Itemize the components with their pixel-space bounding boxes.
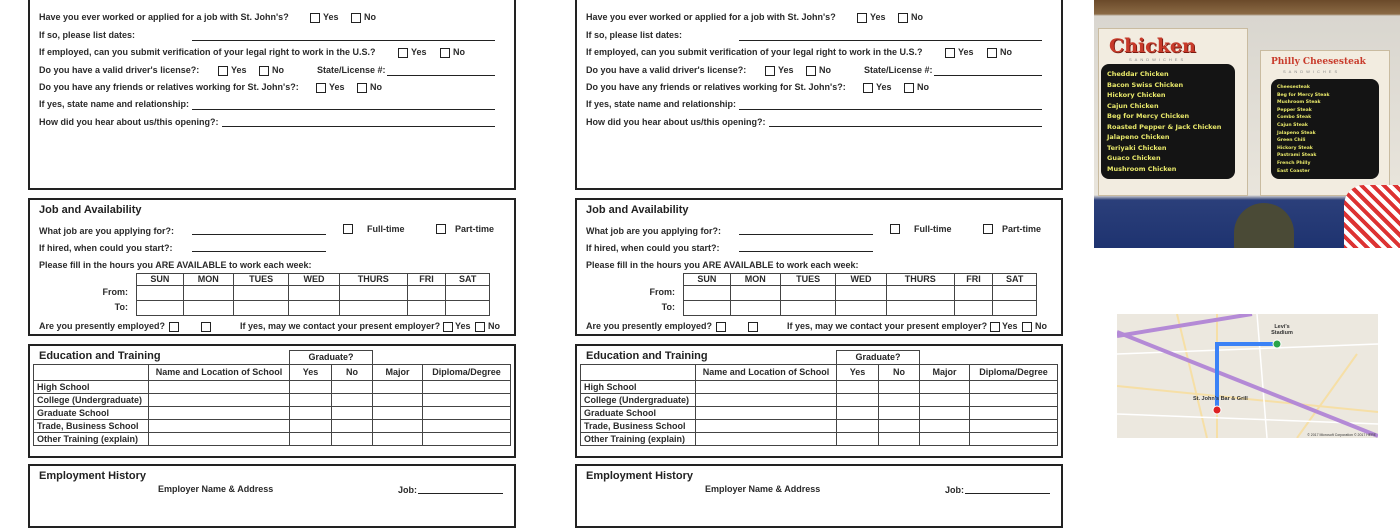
day-header-wed: WED	[289, 274, 339, 286]
education-cell[interactable]	[837, 433, 879, 446]
no-label: No	[819, 65, 831, 75]
friends-no-checkbox[interactable]	[357, 83, 367, 93]
education-row	[34, 407, 511, 420]
chicken-menu-list	[1101, 64, 1235, 179]
menu-item: Pastrami Steak	[1277, 153, 1317, 159]
from-tues-cell[interactable]	[233, 286, 289, 301]
education-table	[33, 364, 511, 446]
education-cell[interactable]	[920, 433, 970, 446]
education-cell[interactable]	[879, 433, 920, 446]
education-row	[581, 381, 1058, 394]
yes-label: Yes	[329, 82, 345, 92]
education-cell[interactable]	[696, 394, 837, 407]
yes-label: Yes	[455, 321, 471, 331]
education-cell[interactable]	[149, 433, 290, 446]
menu-item: Beg for Mercy Steak	[1277, 92, 1330, 98]
board-subtitle: SANDWICHES	[1283, 69, 1341, 74]
education-cell[interactable]	[696, 433, 837, 446]
job-label: Job:	[945, 485, 964, 495]
from-sun-cell[interactable]	[137, 286, 184, 301]
full-time-label: Full-time	[367, 224, 405, 234]
presently-employed-no-checkbox[interactable]	[201, 322, 211, 332]
name-relationship-label: If yes, state name and relationship:	[39, 99, 190, 109]
education-cell[interactable]	[970, 394, 1058, 407]
no-label: No	[364, 12, 376, 22]
education-cell[interactable]	[920, 420, 970, 433]
to-mon-cell[interactable]	[730, 301, 780, 316]
drivers-license-yes-checkbox[interactable]	[765, 66, 775, 76]
job-availability-section	[28, 198, 516, 336]
from-thurs-cell[interactable]	[339, 286, 407, 301]
education-cell[interactable]	[837, 381, 879, 394]
to-wed-cell[interactable]	[836, 301, 886, 316]
education-column-header: No	[879, 365, 920, 381]
presently-employed-yes-checkbox[interactable]	[716, 322, 726, 332]
education-cell[interactable]	[290, 433, 332, 446]
friends-relatives-label: Do you have any friends or relatives working for St. John's?:	[586, 82, 846, 92]
education-row-label: College (Undergraduate)	[34, 394, 149, 407]
employment-history-section	[28, 464, 516, 528]
menu-item: Cajun Steak	[1277, 123, 1308, 128]
yes-label: Yes	[778, 65, 794, 75]
education-row-label: Other Training (explain)	[581, 433, 696, 446]
education-column-header: Major	[920, 365, 970, 381]
no-label: No	[272, 65, 284, 75]
education-cell[interactable]	[373, 420, 423, 433]
education-row-label: Trade, Business School	[581, 420, 696, 433]
education-cell[interactable]	[332, 394, 373, 407]
from-wed-cell[interactable]	[289, 286, 339, 301]
employer-name-label: Employer Name & Address	[158, 484, 274, 494]
no-label: No	[911, 12, 923, 22]
menu-item: French Philly	[1277, 161, 1311, 166]
section-title: Employment History	[586, 470, 693, 482]
from-wed-cell[interactable]	[836, 286, 886, 301]
education-cell[interactable]	[920, 381, 970, 394]
education-row-label: Graduate School	[581, 407, 696, 420]
presently-employed-yes-checkbox[interactable]	[169, 322, 179, 332]
chicken-board-title: Chicken	[1109, 35, 1196, 57]
drivers-license-yes-checkbox[interactable]	[218, 66, 228, 76]
yes-label: Yes	[1002, 321, 1018, 331]
education-column-header	[34, 365, 149, 381]
education-cell[interactable]	[837, 407, 879, 420]
cheesesteak-menu-board	[1260, 50, 1390, 196]
to-tues-cell[interactable]	[233, 301, 289, 316]
no-label: No	[488, 321, 500, 331]
education-cell[interactable]	[290, 381, 332, 394]
education-column-header: Yes	[837, 365, 879, 381]
menu-item: Cajun Chicken	[1107, 101, 1159, 110]
section-title: Education and Training	[586, 350, 708, 362]
drivers-license-no-checkbox[interactable]	[259, 66, 269, 76]
education-cell[interactable]	[332, 433, 373, 446]
menu-board-photo	[1094, 0, 1400, 248]
hours-prompt: Please fill in the hours you ARE AVAILABLE to work each week:	[586, 260, 859, 270]
yes-label: Yes	[411, 47, 427, 57]
menu-item: Guaco Chicken	[1107, 154, 1161, 162]
highway-101	[1117, 332, 1378, 436]
availability-table	[683, 273, 1037, 316]
menu-item: Mushroom Steak	[1277, 100, 1321, 106]
education-column-header: Name and Location of School	[696, 365, 837, 381]
day-header-sun: SUN	[137, 274, 184, 286]
full-time-checkbox[interactable]	[343, 224, 353, 234]
yes-label: Yes	[870, 12, 886, 22]
no-label: No	[453, 47, 465, 57]
education-section	[575, 344, 1063, 458]
legal-right-yes-checkbox[interactable]	[945, 48, 955, 58]
education-cell[interactable]	[373, 394, 423, 407]
part-time-checkbox[interactable]	[436, 224, 446, 234]
start-date-field[interactable]	[739, 251, 873, 252]
friends-no-checkbox[interactable]	[904, 83, 914, 93]
no-label: No	[1000, 47, 1012, 57]
education-cell[interactable]	[696, 407, 837, 420]
day-header-sat: SAT	[993, 274, 1037, 286]
from-label: From:	[102, 287, 128, 297]
education-cell[interactable]	[970, 420, 1058, 433]
day-header-sun: SUN	[684, 274, 731, 286]
worked-before-label: Have you ever worked or applied for a job with St. John's?	[586, 12, 836, 22]
cheesesteak-menu-list	[1271, 79, 1379, 179]
contact-yes-checkbox[interactable]	[443, 322, 453, 332]
day-header-tues: TUES	[233, 274, 289, 286]
part-time-label: Part-time	[455, 224, 495, 234]
menu-item: Hickory Chicken	[1107, 91, 1166, 99]
education-cell[interactable]	[879, 381, 920, 394]
legal-right-label: If employed, can you submit verification of your legal right to work in the U.S.?	[586, 47, 923, 57]
worked-before-label: Have you ever worked or applied for a job with St. John's?	[39, 12, 289, 22]
start-marker-a	[1273, 340, 1281, 348]
employment-history-section	[575, 464, 1063, 528]
education-cell[interactable]	[332, 407, 373, 420]
application-form-right	[575, 0, 1065, 500]
menu-item: Cheesesteak	[1277, 85, 1310, 90]
general-questions-section	[575, 0, 1063, 190]
education-cell[interactable]	[290, 407, 332, 420]
education-row	[34, 381, 511, 394]
list-dates-label: If so, please list dates:	[586, 30, 683, 40]
menu-item: Jalapeno Chicken	[1107, 133, 1170, 141]
graduate-header: Graduate?	[836, 350, 920, 365]
drivers-license-no-checkbox[interactable]	[806, 66, 816, 76]
drivers-license-label: Do you have a valid driver's license?:	[586, 65, 747, 75]
to-sun-cell[interactable]	[137, 301, 184, 316]
education-row	[581, 407, 1058, 420]
education-table	[580, 364, 1058, 446]
menu-item: Teriyaki Chicken	[1107, 143, 1167, 152]
education-row	[581, 394, 1058, 407]
education-column-header: Diploma/Degree	[970, 365, 1058, 381]
no-label: No	[370, 82, 382, 92]
to-mon-cell[interactable]	[183, 301, 233, 316]
to-tues-cell[interactable]	[780, 301, 836, 316]
list-dates-field[interactable]	[192, 40, 495, 41]
education-row	[581, 420, 1058, 433]
from-fri-cell[interactable]	[407, 286, 446, 301]
start-label: If hired, when could you start?:	[586, 243, 720, 253]
education-column-header: No	[332, 365, 373, 381]
education-column-header: Yes	[290, 365, 332, 381]
education-cell[interactable]	[920, 394, 970, 407]
day-header-mon: MON	[730, 274, 780, 286]
start-date-field[interactable]	[192, 251, 326, 252]
full-time-checkbox[interactable]	[890, 224, 900, 234]
applying-for-field[interactable]	[739, 234, 873, 235]
board-subtitle: SANDWICHES	[1129, 57, 1187, 62]
friends-yes-checkbox[interactable]	[316, 83, 326, 93]
education-column-header	[581, 365, 696, 381]
education-column-header: Diploma/Degree	[423, 365, 511, 381]
to-sat-cell[interactable]	[446, 301, 490, 316]
from-label: From:	[649, 287, 675, 297]
education-column-header: Major	[373, 365, 423, 381]
full-time-label: Full-time	[914, 224, 952, 234]
education-cell[interactable]	[290, 394, 332, 407]
legal-right-no-checkbox[interactable]	[987, 48, 997, 58]
education-row	[34, 394, 511, 407]
section-title: Job and Availability	[39, 204, 142, 216]
state-license-field[interactable]	[387, 75, 495, 76]
hear-about-field[interactable]	[769, 126, 1042, 127]
route-map	[1117, 314, 1378, 438]
map-graphic	[1117, 314, 1378, 438]
education-cell[interactable]	[837, 420, 879, 433]
menu-item: East Coaster	[1277, 168, 1310, 174]
menu-item: Jalapeno Steak	[1277, 130, 1316, 136]
education-row	[34, 433, 511, 446]
graduate-header: Graduate?	[289, 350, 373, 365]
education-row	[581, 433, 1058, 446]
education-cell[interactable]	[290, 420, 332, 433]
cheesesteak-board-title: Philly Cheesesteak	[1271, 57, 1366, 67]
hours-prompt: Please fill in the hours you ARE AVAILABLE to work each week:	[39, 260, 312, 270]
legal-right-yes-checkbox[interactable]	[398, 48, 408, 58]
menu-item: Cheddar Chicken	[1107, 70, 1169, 78]
applying-for-label: What job are you applying for?:	[39, 226, 174, 236]
education-cell[interactable]	[879, 420, 920, 433]
from-sat-cell[interactable]	[993, 286, 1037, 301]
education-cell[interactable]	[837, 394, 879, 407]
drivers-license-label: Do you have a valid driver's license?:	[39, 65, 200, 75]
to-sun-cell[interactable]	[684, 301, 731, 316]
section-title: Education and Training	[39, 350, 161, 362]
friends-relatives-label: Do you have any friends or relatives working for St. John's?:	[39, 82, 299, 92]
menu-item: Roasted Pepper & Jack Chicken	[1107, 122, 1222, 131]
to-fri-cell[interactable]	[407, 301, 446, 316]
education-row-label: High School	[34, 381, 149, 394]
education-cell[interactable]	[423, 433, 511, 446]
day-header-thurs: THURS	[886, 274, 954, 286]
section-title: Job and Availability	[586, 204, 689, 216]
menu-item: Pepper Steak	[1277, 107, 1312, 113]
education-cell[interactable]	[423, 381, 511, 394]
yes-label: Yes	[876, 82, 892, 92]
to-label: To:	[661, 302, 675, 312]
to-thurs-cell[interactable]	[339, 301, 407, 316]
job-field[interactable]	[965, 493, 1050, 494]
from-thurs-cell[interactable]	[886, 286, 954, 301]
day-header-tues: TUES	[780, 274, 836, 286]
menu-item: Bacon Swiss Chicken	[1107, 80, 1184, 89]
presently-employed-label: Are you presently employed?	[586, 321, 713, 331]
hear-about-label: How did you hear about us/this opening?:	[39, 117, 219, 127]
job-label: Job:	[398, 485, 417, 495]
from-fri-cell[interactable]	[954, 286, 993, 301]
friends-yes-checkbox[interactable]	[863, 83, 873, 93]
application-form-left	[28, 0, 518, 500]
chicken-menu-board	[1098, 28, 1248, 196]
worked-before-yes-checkbox[interactable]	[857, 13, 867, 23]
worked-before-yes-checkbox[interactable]	[310, 13, 320, 23]
education-cell[interactable]	[149, 407, 290, 420]
legal-right-no-checkbox[interactable]	[440, 48, 450, 58]
day-header-fri: FRI	[954, 274, 993, 286]
education-cell[interactable]	[373, 407, 423, 420]
employer-name-label: Employer Name & Address	[705, 484, 821, 494]
legal-right-label: If employed, can you submit verification of your legal right to work in the U.S.?	[39, 47, 376, 57]
education-cell[interactable]	[332, 381, 373, 394]
st-johns-label: St. John's Bar & Grill	[1193, 396, 1248, 402]
menu-item: Beg for Mercy Chicken	[1107, 112, 1190, 120]
highway-237	[1117, 314, 1252, 336]
education-column-header: Name and Location of School	[149, 365, 290, 381]
day-header-mon: MON	[183, 274, 233, 286]
end-marker-b	[1213, 406, 1221, 414]
menu-item: Mushroom Chicken	[1107, 164, 1177, 173]
education-cell[interactable]	[879, 394, 920, 407]
levis-stadium-label: Levi's Stadium	[1271, 324, 1293, 336]
map-copyright: © 2017 Microsoft Corporation © 2017 HERE	[1307, 433, 1376, 437]
from-mon-cell[interactable]	[730, 286, 780, 301]
job-field[interactable]	[418, 493, 503, 494]
day-header-sat: SAT	[446, 274, 490, 286]
general-questions-section	[28, 0, 516, 190]
name-relationship-label: If yes, state name and relationship:	[586, 99, 737, 109]
from-sat-cell[interactable]	[446, 286, 490, 301]
contact-yes-checkbox[interactable]	[990, 322, 1000, 332]
no-label: No	[917, 82, 929, 92]
education-cell[interactable]	[149, 394, 290, 407]
yes-label: Yes	[231, 65, 247, 75]
education-cell[interactable]	[149, 381, 290, 394]
menu-item: Combo Steak	[1277, 115, 1312, 121]
to-label: To:	[114, 302, 128, 312]
name-relationship-field[interactable]	[192, 109, 495, 110]
state-license-label: State/License #:	[317, 65, 386, 75]
worked-before-no-checkbox[interactable]	[898, 13, 908, 23]
education-cell[interactable]	[696, 381, 837, 394]
part-time-checkbox[interactable]	[983, 224, 993, 234]
education-row-label: Trade, Business School	[34, 420, 149, 433]
section-title: Employment History	[39, 470, 146, 482]
education-cell[interactable]	[696, 420, 837, 433]
part-time-label: Part-time	[1002, 224, 1042, 234]
day-header-wed: WED	[836, 274, 886, 286]
list-dates-label: If so, please list dates:	[39, 30, 136, 40]
name-relationship-field[interactable]	[739, 109, 1042, 110]
education-section	[28, 344, 516, 458]
education-cell[interactable]	[970, 381, 1058, 394]
from-tues-cell[interactable]	[780, 286, 836, 301]
contact-no-checkbox[interactable]	[475, 322, 485, 332]
customer-head	[1234, 203, 1294, 248]
to-fri-cell[interactable]	[954, 301, 993, 316]
from-mon-cell[interactable]	[183, 286, 233, 301]
yes-label: Yes	[323, 12, 339, 22]
to-wed-cell[interactable]	[289, 301, 339, 316]
contact-employer-label: If yes, may we contact your present employer?	[787, 321, 988, 331]
contact-employer-label: If yes, may we contact your present employer?	[240, 321, 441, 331]
yes-label: Yes	[958, 47, 974, 57]
to-thurs-cell[interactable]	[886, 301, 954, 316]
job-availability-section	[575, 198, 1063, 336]
day-header-fri: FRI	[407, 274, 446, 286]
education-cell[interactable]	[149, 420, 290, 433]
education-cell[interactable]	[332, 420, 373, 433]
education-cell[interactable]	[423, 407, 511, 420]
day-header-thurs: THURS	[339, 274, 407, 286]
availability-table	[136, 273, 490, 316]
hear-about-label: How did you hear about us/this opening?:	[586, 117, 766, 127]
worked-before-no-checkbox[interactable]	[351, 13, 361, 23]
education-row	[34, 420, 511, 433]
presently-employed-no-checkbox[interactable]	[748, 322, 758, 332]
education-cell[interactable]	[373, 381, 423, 394]
contact-no-checkbox[interactable]	[1022, 322, 1032, 332]
to-sat-cell[interactable]	[993, 301, 1037, 316]
education-row-label: Other Training (explain)	[34, 433, 149, 446]
hear-about-field[interactable]	[222, 126, 495, 127]
applying-for-label: What job are you applying for?:	[586, 226, 721, 236]
from-sun-cell[interactable]	[684, 286, 731, 301]
no-label: No	[1035, 321, 1047, 331]
applying-for-field[interactable]	[192, 234, 326, 235]
list-dates-field[interactable]	[739, 40, 1042, 41]
education-cell[interactable]	[423, 394, 511, 407]
education-cell[interactable]	[920, 407, 970, 420]
education-cell[interactable]	[879, 407, 920, 420]
education-cell[interactable]	[423, 420, 511, 433]
presently-employed-label: Are you presently employed?	[39, 321, 166, 331]
education-row-label: College (Undergraduate)	[581, 394, 696, 407]
education-cell[interactable]	[970, 433, 1058, 446]
state-license-field[interactable]	[934, 75, 1042, 76]
education-row-label: Graduate School	[34, 407, 149, 420]
checkered-basket	[1344, 185, 1400, 248]
education-cell[interactable]	[970, 407, 1058, 420]
menu-item: Green Chili	[1277, 138, 1306, 144]
education-cell[interactable]	[373, 433, 423, 446]
state-license-label: State/License #:	[864, 65, 933, 75]
menu-item: Hickory Steak	[1277, 145, 1313, 151]
education-row-label: High School	[581, 381, 696, 394]
start-label: If hired, when could you start?:	[39, 243, 173, 253]
